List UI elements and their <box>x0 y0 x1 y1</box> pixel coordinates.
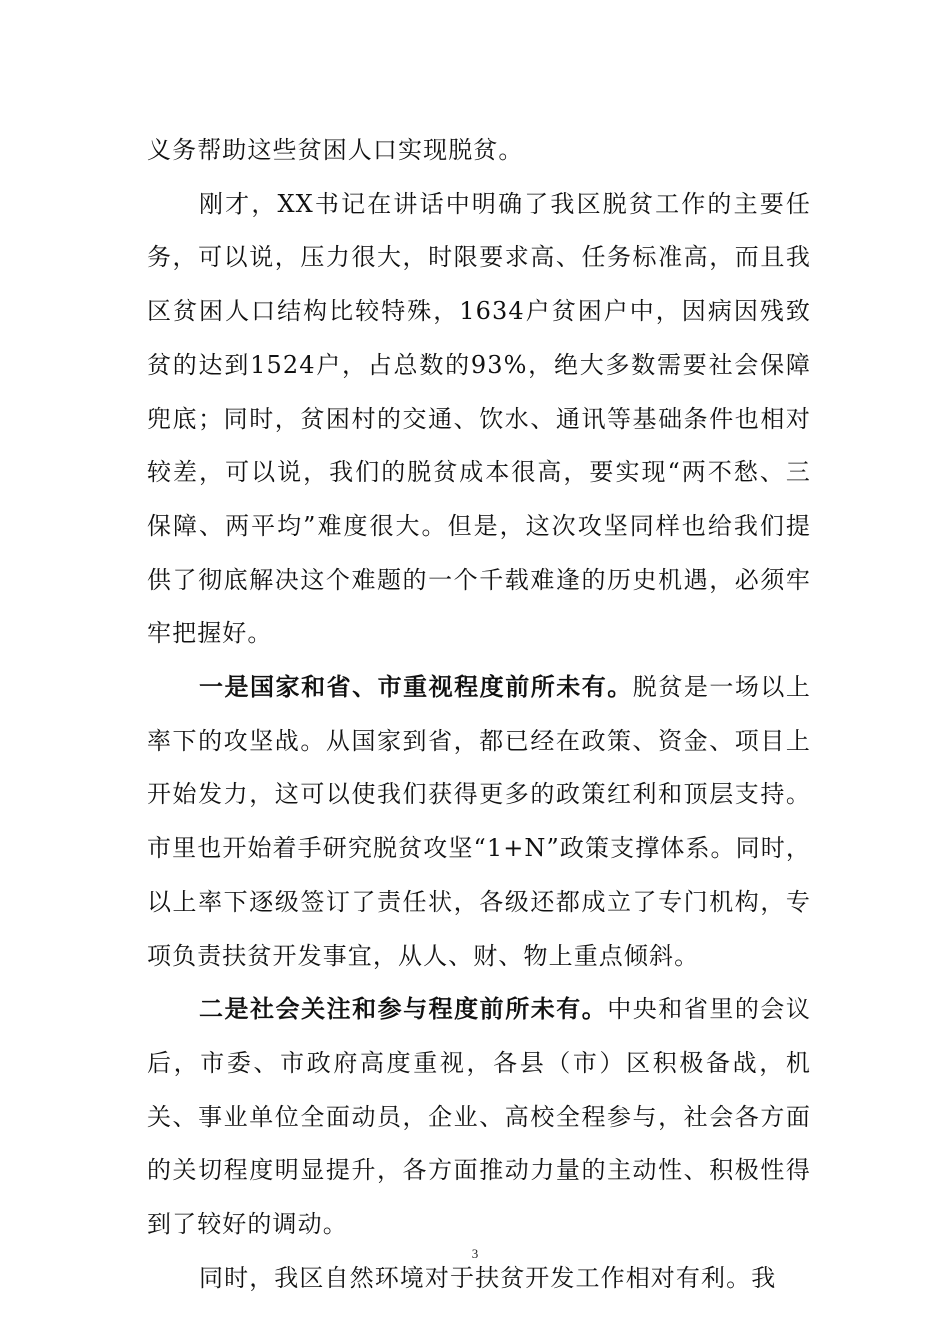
paragraph-1 <box>147 124 811 178</box>
paragraph-2-text: 刚才，XX书记在讲话中明确了我区脱贫工作的主要任务，可以说，压力很大，时限要求高、任务标准高，而且我区贫困人口结构比较特殊，1634户贫困户中，因病因残致贫的达到1524户，占总数的93%，绝大多数需要社会保障兜底；同时，贫困村的交通、饮水、通讯等基础条件也相对较差，可以说，我们的脱贫成本很高，要实现“两不愁、三保障、两平均”难度很大。但是，这次攻坚同样也给我们提供了彻底解决这个难题的一个千载难逢的历史机遇，必须牢牢把握好。 <box>147 189 811 648</box>
paragraph-4-lead: 二是社会关注和参与程度前所未有。 <box>199 995 608 1024</box>
paragraph-4 <box>147 983 811 1252</box>
paragraph-5-text: 同时，我区自然环境对于扶贫开发工作相对有利。我 <box>199 1263 777 1292</box>
page-number: 3 <box>471 1246 479 1261</box>
paragraph-3-text: 脱贫是一场以上率下的攻坚战。从国家到省，都已经在政策、资金、项目上开始发力，这可以使我们获得更多的政策红利和顶层支持。市里也开始着手研究脱贫攻坚“1+N”政策支撑体系。同时，以上率下逐级签订了责任状，各级还都成立了专门机构，专项负责扶贫开发事宜，从人、财、物上重点倾斜。 <box>147 673 811 970</box>
paragraph-2 <box>147 178 811 661</box>
paragraph-3 <box>147 661 811 983</box>
paragraph-4-text: 中央和省里的会议后，市委、市政府高度重视，各县（市）区积极备战，机关、事业单位全面动员，企业、高校全程参与，社会各方面的关切程度明显提升，各方面推动力量的主动性、积极性得到了较好的调动。 <box>147 995 811 1239</box>
paragraph-1-text: 义务帮助这些贫困人口实现脱贫。 <box>147 136 524 164</box>
paragraph-3-lead: 一是国家和省、市重视程度前所未有。 <box>199 673 633 702</box>
body-text <box>147 124 811 1305</box>
